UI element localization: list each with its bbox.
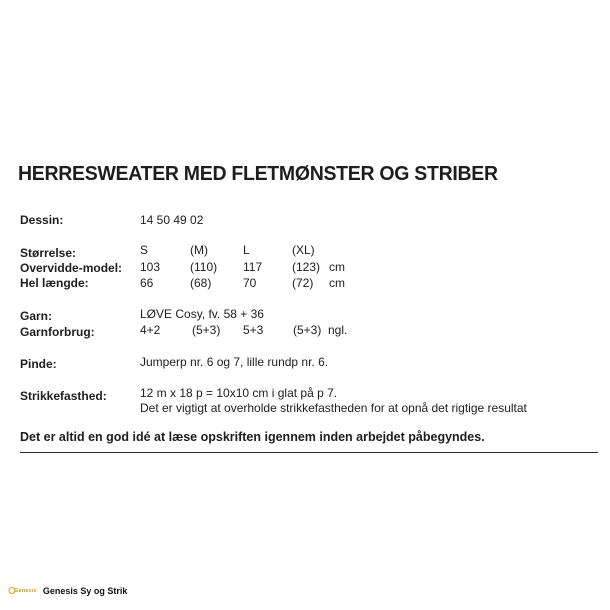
chest-unit: cm xyxy=(329,260,345,274)
length-m: (68) xyxy=(190,276,212,290)
length-s: 66 xyxy=(140,276,154,290)
footer xyxy=(8,585,127,596)
size-xl: (XL) xyxy=(292,243,315,257)
length-l: 70 xyxy=(243,276,257,290)
genesis-logo-icon xyxy=(8,585,37,596)
dessin-value: 14 50 49 02 xyxy=(140,213,204,227)
length-xl: (72) xyxy=(292,276,314,290)
dessin-label: Dessin: xyxy=(20,213,64,227)
yarn-usage-s: 4+2 xyxy=(140,323,161,337)
yarn-usage-l: 5+3 xyxy=(243,323,264,337)
size-l: L xyxy=(243,243,250,257)
instruction-note: Det er altid en god idé at læse opskriften igennem inden arbejdet påbegyndes. xyxy=(20,430,485,444)
yarn-value: LØVE Cosy, fv. 58 + 36 xyxy=(140,307,264,321)
footer-brand-name[interactable]: Genesis Sy og Strik xyxy=(42,585,128,596)
chest-xl: (123) xyxy=(292,260,321,274)
needles-label: Pinde: xyxy=(20,357,57,371)
gauge-line-1: 12 m x 18 p = 10x10 cm i glat på p 7. xyxy=(140,386,338,400)
pattern-title: HERRESWEATER MED FLETMØNSTER OG STRIBER xyxy=(18,162,498,185)
size-s: S xyxy=(140,243,149,257)
size-label: Størrelse: xyxy=(20,246,77,260)
yarn-usage-label: Garnforbrug: xyxy=(20,325,95,339)
yarn-usage-m: (5+3) xyxy=(192,323,221,337)
gauge-line-2: Det er vigtigt at overholde strikkefastheden for at opnå det rigtige resultat xyxy=(140,401,527,415)
needles-value: Jumperp nr. 6 og 7, lille rundp nr. 6. xyxy=(140,355,329,369)
chest-s: 103 xyxy=(140,260,161,274)
logo-text: Genesis xyxy=(14,587,37,594)
gauge-label: Strikkefasthed: xyxy=(20,389,107,403)
chest-label: Overvidde-model: xyxy=(20,261,123,275)
size-m: (M) xyxy=(190,243,208,257)
length-unit: cm xyxy=(329,276,345,290)
chest-m: (110) xyxy=(190,260,218,274)
yarn-usage-xl: (5+3) xyxy=(293,323,322,337)
yarn-usage-unit: ngl. xyxy=(328,323,348,337)
divider-line xyxy=(20,452,598,453)
chest-l: 117 xyxy=(243,260,263,274)
yarn-label: Garn: xyxy=(20,309,53,323)
length-label: Hel længde: xyxy=(20,276,89,290)
